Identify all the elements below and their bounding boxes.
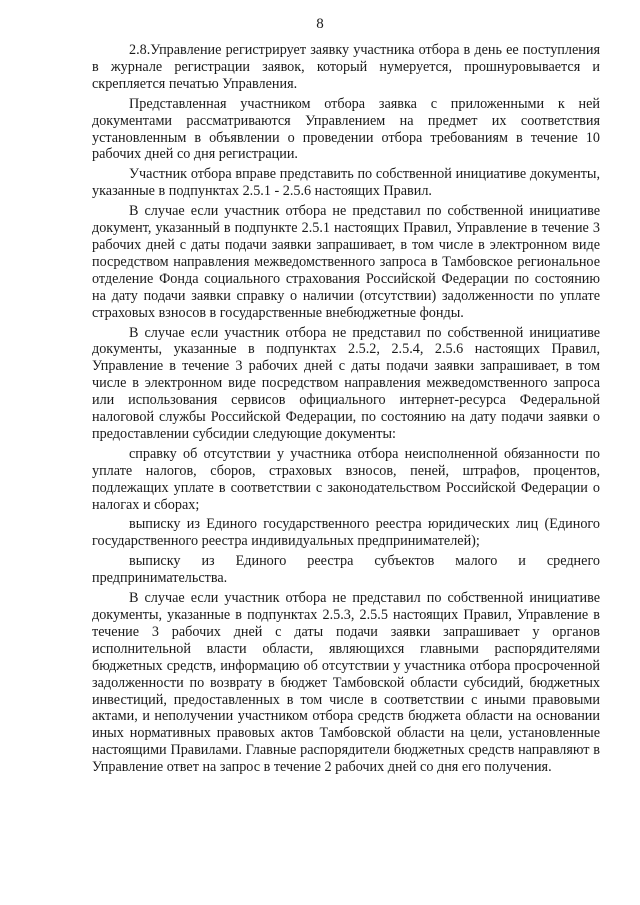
document-body xyxy=(92,42,600,779)
list-item-egrul-extract: выписку из Единого государственного реестра юридических лиц (Единого государственного реестра индивидуальных предпринимателей); xyxy=(92,516,600,550)
paragraph-registration: 2.8.Управление регистрирует заявку участника отбора в день ее поступления в журнале регистрации заявок, который нумеруется, прошнуровывается и скрепляется печатью Управления. xyxy=(92,42,600,92)
paragraph-request-fns: В случае если участник отбора не представил по собственной инициативе документы, указанные в подпунктах 2.5.2, 2.5.4, 2.5.6 настоящих Правил, Управление в течение 3 рабочих дней с даты подачи заявки запрашивает, в том числе в электронном виде посредством направления межведомственного запроса или использования сервисов официального интернет-ресурса Федеральной налоговой службы Российской Федерации, по состоянию на дату подачи заявки о предоставлении субсидии следующие документы: xyxy=(92,324,600,442)
paragraph-right-to-submit: Участник отбора вправе представить по собственной инициативе документы, указанные в подпунктах 2.5.1 - 2.5.6 настоящих Правил. xyxy=(92,166,600,200)
paragraph-review: Представленная участником отбора заявка с приложенными к ней документами рассматриваются Управлением на предмет их соответствия установленным в объявлении о проведении отбора требованиям в течение 10 рабочих дней со дня регистрации. xyxy=(92,95,600,163)
paragraph-request-fss: В случае если участник отбора не представил по собственной инициативе документ, указанный в подпункте 2.5.1 настоящих Правил, Управление в течение 3 рабочих дней с даты подачи заявки запрашивает, в том числе в электронном виде посредством направления межведомственного запроса в Тамбовское региональное отделение Фонда социального страхования Российской Федерации по состоянию на дату подачи заявки справку о наличии (отсутствии) задолженности по уплате страховых взносов в государственные внебюджетные фонды. xyxy=(92,203,600,321)
paragraph-request-budget-debt: В случае если участник отбора не представил по собственной инициативе документы, указанные в подпунктах 2.5.3, 2.5.5 настоящих Правил, Управление в течение 3 рабочих дней с даты подачи заявки запрашивает у органов исполнительной власти области, являющихся главными распорядителями бюджетных средств, информацию об отсутствии у участника отбора просроченной задолженности по возврату в бюджет Тамбовской области субсидий, бюджетных инвестиций, предоставленных в том числе в соответствии с иными правовыми актами, и неполучении участником отбора средств бюджета области на основании иных нормативных правовых актов Тамбовской области на цели, установленные настоящими Правилами. Главные распорядители бюджетных средств направляют в Управление ответ на запрос в течение 2 рабочих дней со дня его получения. xyxy=(92,590,600,776)
list-item-tax-certificate: справку об отсутствии у участника отбора неисполненной обязанности по уплате налогов, сборов, страховых взносов, пеней, штрафов, процентов, подлежащих уплате в соответствии с законодательством Российской Федерации о налогах и сборах; xyxy=(92,445,600,513)
page-number: 8 xyxy=(316,16,324,32)
list-item-sme-registry-extract: выписку из Единого реестра субъектов малого и среднего предпринимательства. xyxy=(92,553,600,587)
